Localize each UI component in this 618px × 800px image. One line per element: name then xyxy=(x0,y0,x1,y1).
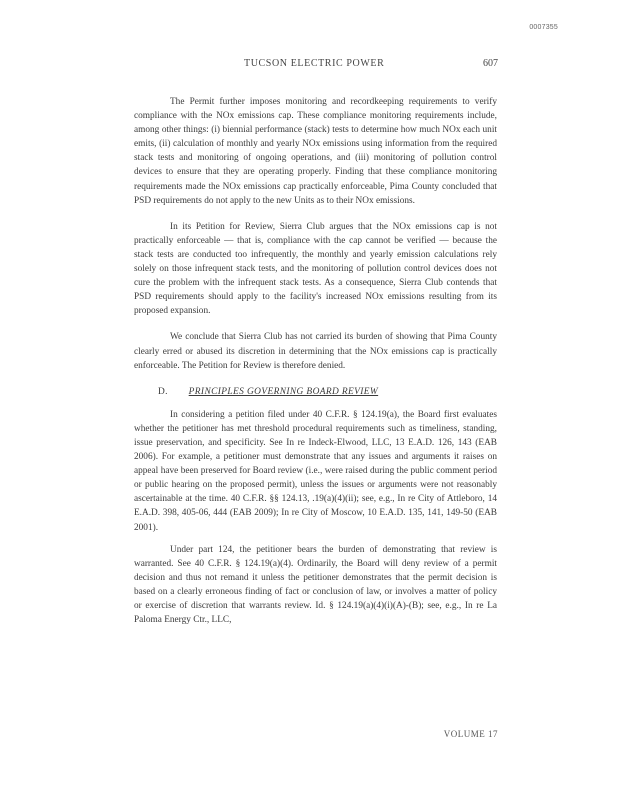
section-heading xyxy=(158,385,497,399)
body-text xyxy=(134,95,497,639)
section-heading-title: PRINCIPLES GOVERNING BOARD REVIEW xyxy=(188,386,379,397)
running-head: TUCSON ELECTRIC POWER xyxy=(244,58,385,69)
volume-footer: VOLUME 17 xyxy=(443,729,498,739)
section-heading-letter: D. xyxy=(158,386,168,397)
paragraph: We conclude that Sierra Club has not carried its burden of showing that Pima County clearly erred or abused its discretion in determining that the NOx emissions cap is practically enforceable. The Petition for Review is therefore denied. xyxy=(134,332,497,371)
paragraph: In considering a petition filed under 40 C.F.R. § 124.19(a), the Board first evaluates whether the petitioner has met threshold procedural requirements such as timeliness, standing, issue preservation, and specificity. See In re Indeck-Elwood, LLC, 13 E.A.D. 126, 143 (EAB 2006). For example, a petitioner must demonstrate that any issues and arguments it raises on appeal have been preserved for Board review (i.e., were raised during the public comment period or public hearing on the proposed permit), unless the issues or arguments were not reasonably ascertainable at the time. 40 C.F.R. §§ 124.13, .19(a)(4)(ii); see, e.g., In re City of Attleboro, 14 E.A.D. 398, 405-06, 444 (EAB 2009); In re City of Moscow, 10 E.A.D. 135, 141, 149-50 (EAB 2001). xyxy=(134,409,497,533)
paragraph: In its Petition for Review, Sierra Club argues that the NOx emissions cap is not practically enforceable — that is, compliance with the cap cannot be verified — because the stack tests are conducted too infrequently, the monthly and yearly emission calculations rely solely on those infrequent stack tests, and the monitoring of pollution control devices does not cure the problem with the infrequent stack tests. As a consequence, Sierra Club contends that PSD requirements should apply to the facility's increased NOx emissions resulting from its proposed expansion. xyxy=(134,221,497,317)
bates-stamp: 0007355 xyxy=(529,24,558,31)
paragraph: Under part 124, the petitioner bears the burden of demonstrating that review is warranted. See 40 C.F.R. § 124.19(a)(4). Ordinarily, the Board will deny review of a permit decision and thus not remand it unless the petitioner demonstrates that the permit decision is based on a clearly erroneous finding of fact or conclusion of law, or involves a matter of policy or exercise of discretion that warrants review. Id. § 124.19(a)(4)(i)(A)-(B); see, e.g., In re La Paloma Energy Ctr., LLC, xyxy=(134,544,497,626)
paragraph: The Permit further imposes monitoring and recordkeeping requirements to verify compliance with the NOx emissions cap. These compliance monitoring requirements include, among other things: (i) biennial performance (stack) tests to determine how much NOx each unit emits, (ii) calculation of monthly and yearly NOx emissions using information from the required stack tests and monitoring of ongoing operations, and (iii) monitoring of pollution control devices to ensure that they are operating properly. Finding that these compliance monitoring requirements made the NOx emissions cap practically enforceable, Pima County concluded that PSD requirements do not apply to the new Units as to their NOx emissions. xyxy=(134,97,497,206)
page-number: 607 xyxy=(483,58,498,69)
